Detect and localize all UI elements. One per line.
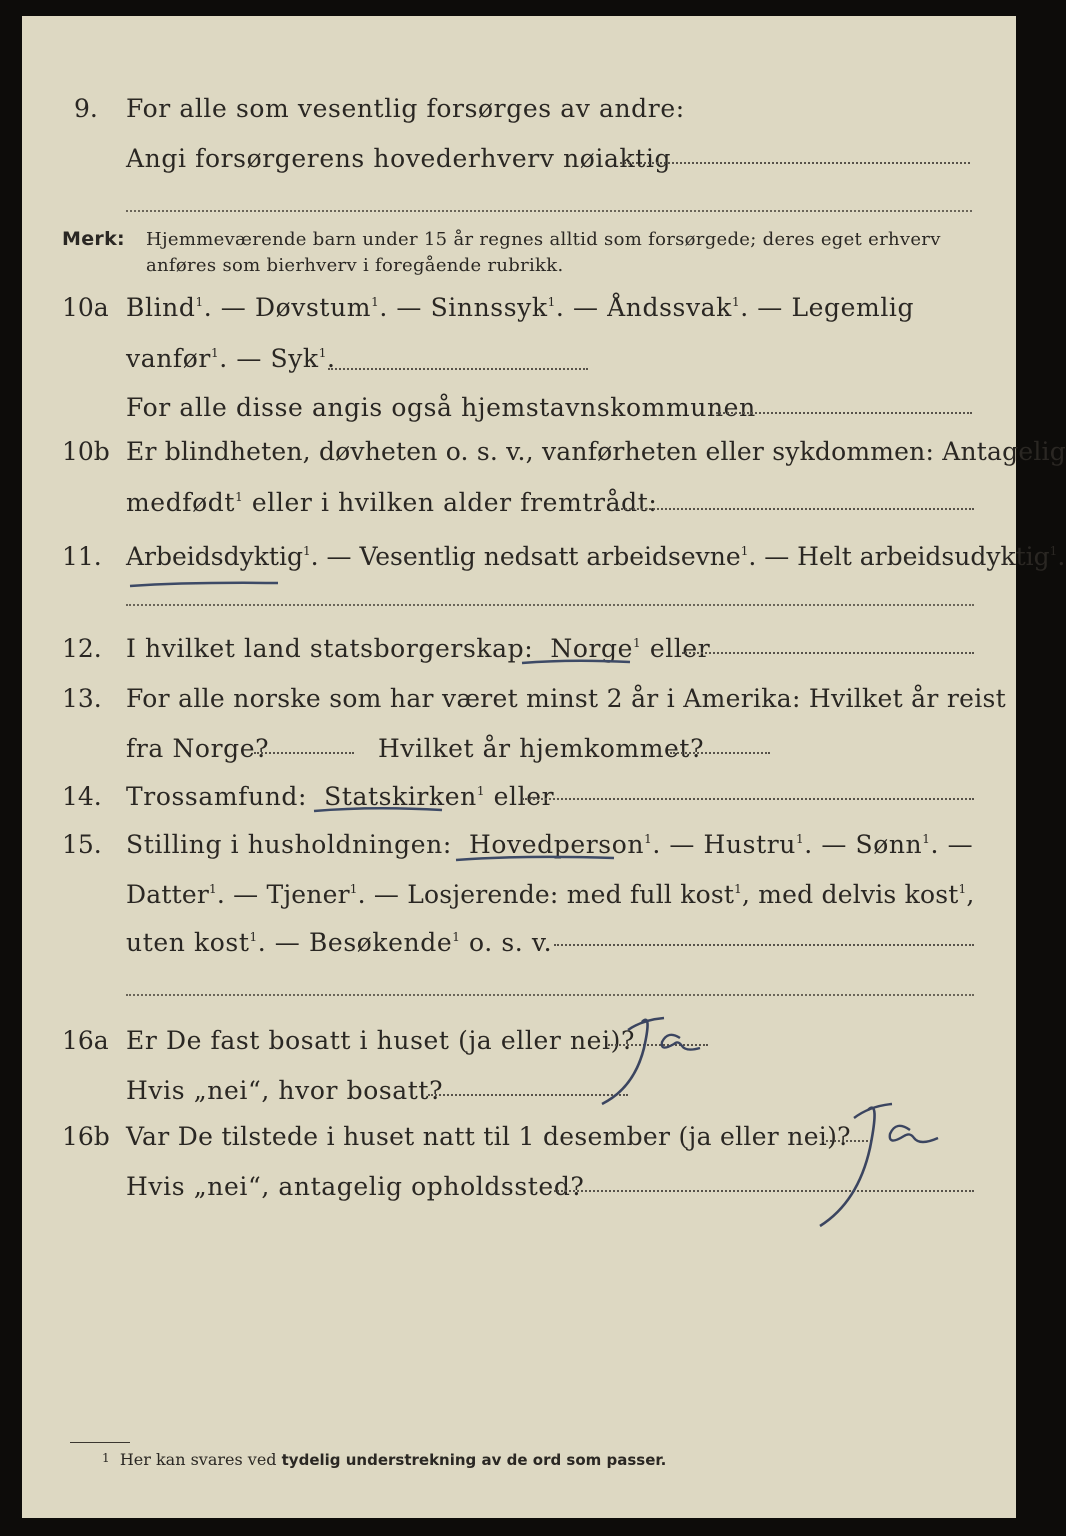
question-15-line1: Stilling i husholdningen: Hovedperson$^1$. — Hustru$^1$. — Sønn$^1$. —: [126, 830, 974, 859]
census-form-page: [22, 16, 1066, 1518]
option-blind: Blind: [126, 293, 196, 322]
question-14-line1: Trossamfund: Statskirken$^1$ eller: [126, 782, 555, 811]
question-16b-number: 16b: [62, 1122, 110, 1151]
question-13-line2b: Hvilket år hjemkommet?: [378, 734, 705, 763]
answer-line-9[interactable]: [620, 162, 970, 164]
merk-line1: Hjemmeværende barn under 15 år regnes alltid som forsørgede; deres eget erhverv: [146, 229, 941, 250]
option-norge: Norge: [550, 634, 634, 663]
question-13-line2a: fra Norge?: [126, 734, 270, 763]
option-legemlig: Legemlig: [791, 293, 915, 322]
question-12-number: 12.: [62, 634, 102, 663]
option-hovedperson: Hovedperson: [468, 830, 645, 859]
answer-line-11[interactable]: [126, 604, 974, 606]
question-12-line1: I hvilket land statsborgerskap: Norge$^1$ eller: [126, 634, 711, 663]
question-16b-line1: Var De tilstede i huset natt til 1 desember (ja eller nei)?: [126, 1122, 851, 1151]
answer-line-15[interactable]: [554, 944, 974, 946]
question-9-number: 9.: [74, 94, 98, 123]
answer-line-15b[interactable]: [126, 994, 974, 996]
handwritten-answer-16a: [582, 1008, 712, 1108]
underline-arbeidsdyktig: [128, 578, 288, 592]
underline-norge: [520, 656, 640, 668]
option-andssvak: Åndssvak: [607, 293, 732, 322]
merk-label: Merk:: [62, 228, 125, 250]
question-16a-line1: Er De fast bosatt i huset (ja eller nei)?: [126, 1026, 635, 1055]
question-10a-line2: vanfør$^1$. — Syk$^1$.: [126, 344, 336, 373]
question-15-line2: Datter$^1$. — Tjener$^1$. — Losjerende: med full kost$^1$, med delvis kost$^1$,: [126, 880, 975, 909]
option-statskirken: Statskirken: [324, 782, 477, 811]
underline-statskirken: [312, 804, 452, 816]
option-arbeidsdyktig: Arbeidsdyktig: [126, 542, 303, 571]
question-9-line2: Angi forsørgerens hovederhverv nøiaktig: [126, 144, 672, 173]
question-9-line1: For alle som vesentlig forsørges av andre:: [126, 94, 685, 123]
question-16b-line2: Hvis „nei“, antagelig opholdssted?: [126, 1172, 585, 1201]
footnote-rule: [70, 1442, 130, 1443]
question-10a-line3: For alle disse angis også hjemstavnskommunen: [126, 393, 756, 422]
question-10a-number: 10a: [62, 293, 109, 322]
footnote: 1 Her kan svares ved tydelig understrekning av de ord som passer.: [102, 1450, 667, 1469]
answer-line-13-hjemkommet[interactable]: [670, 752, 770, 754]
question-10b-line1: Er blindheten, døvheten o. s. v., vanførheten eller sykdommen: Antagelig: [126, 437, 1066, 466]
question-10b-line2: medfødt$^1$ eller i hvilken alder fremtrådt:: [126, 488, 658, 517]
option-dovstum: Døvstum: [254, 293, 372, 322]
answer-line-14[interactable]: [522, 798, 974, 800]
answer-line-10a[interactable]: [328, 368, 588, 370]
option-sinnssyk: Sinnssyk: [430, 293, 548, 322]
question-10b-number: 10b: [62, 437, 110, 466]
question-16a-line2: Hvis „nei“, hvor bosatt?: [126, 1076, 444, 1105]
question-15-number: 15.: [62, 830, 102, 859]
question-13-line1: For alle norske som har været minst 2 år i Amerika: Hvilket år reist: [126, 684, 1007, 713]
question-14-number: 14.: [62, 782, 102, 811]
underline-hovedperson: [454, 852, 624, 866]
question-11-line1: Arbeidsdyktig$^1$. — Vesentlig nedsatt arbeidsevne$^1$. — Helt arbeidsudyktig$^1$.: [126, 542, 1066, 571]
answer-line-12[interactable]: [682, 652, 974, 654]
answer-line-10b[interactable]: [614, 508, 974, 510]
merk-line2: anføres som bierhverv i foregående rubrikk.: [146, 255, 564, 276]
answer-line-10a-kommune[interactable]: [716, 412, 972, 414]
question-15-line3: uten kost$^1$. — Besøkende$^1$ o. s. v.: [126, 928, 553, 957]
answer-line-13-reist[interactable]: [254, 752, 354, 754]
question-16a-number: 16a: [62, 1026, 109, 1055]
handwritten-answer-16b: [792, 1092, 952, 1232]
question-13-number: 13.: [62, 684, 102, 713]
question-10a-line1: Blind$^1$. — Døvstum$^1$. — Sinnssyk$^1$. — Åndssvak$^1$. — Legemlig: [126, 293, 915, 322]
question-11-number: 11.: [62, 542, 102, 571]
answer-line-9b[interactable]: [126, 210, 972, 212]
